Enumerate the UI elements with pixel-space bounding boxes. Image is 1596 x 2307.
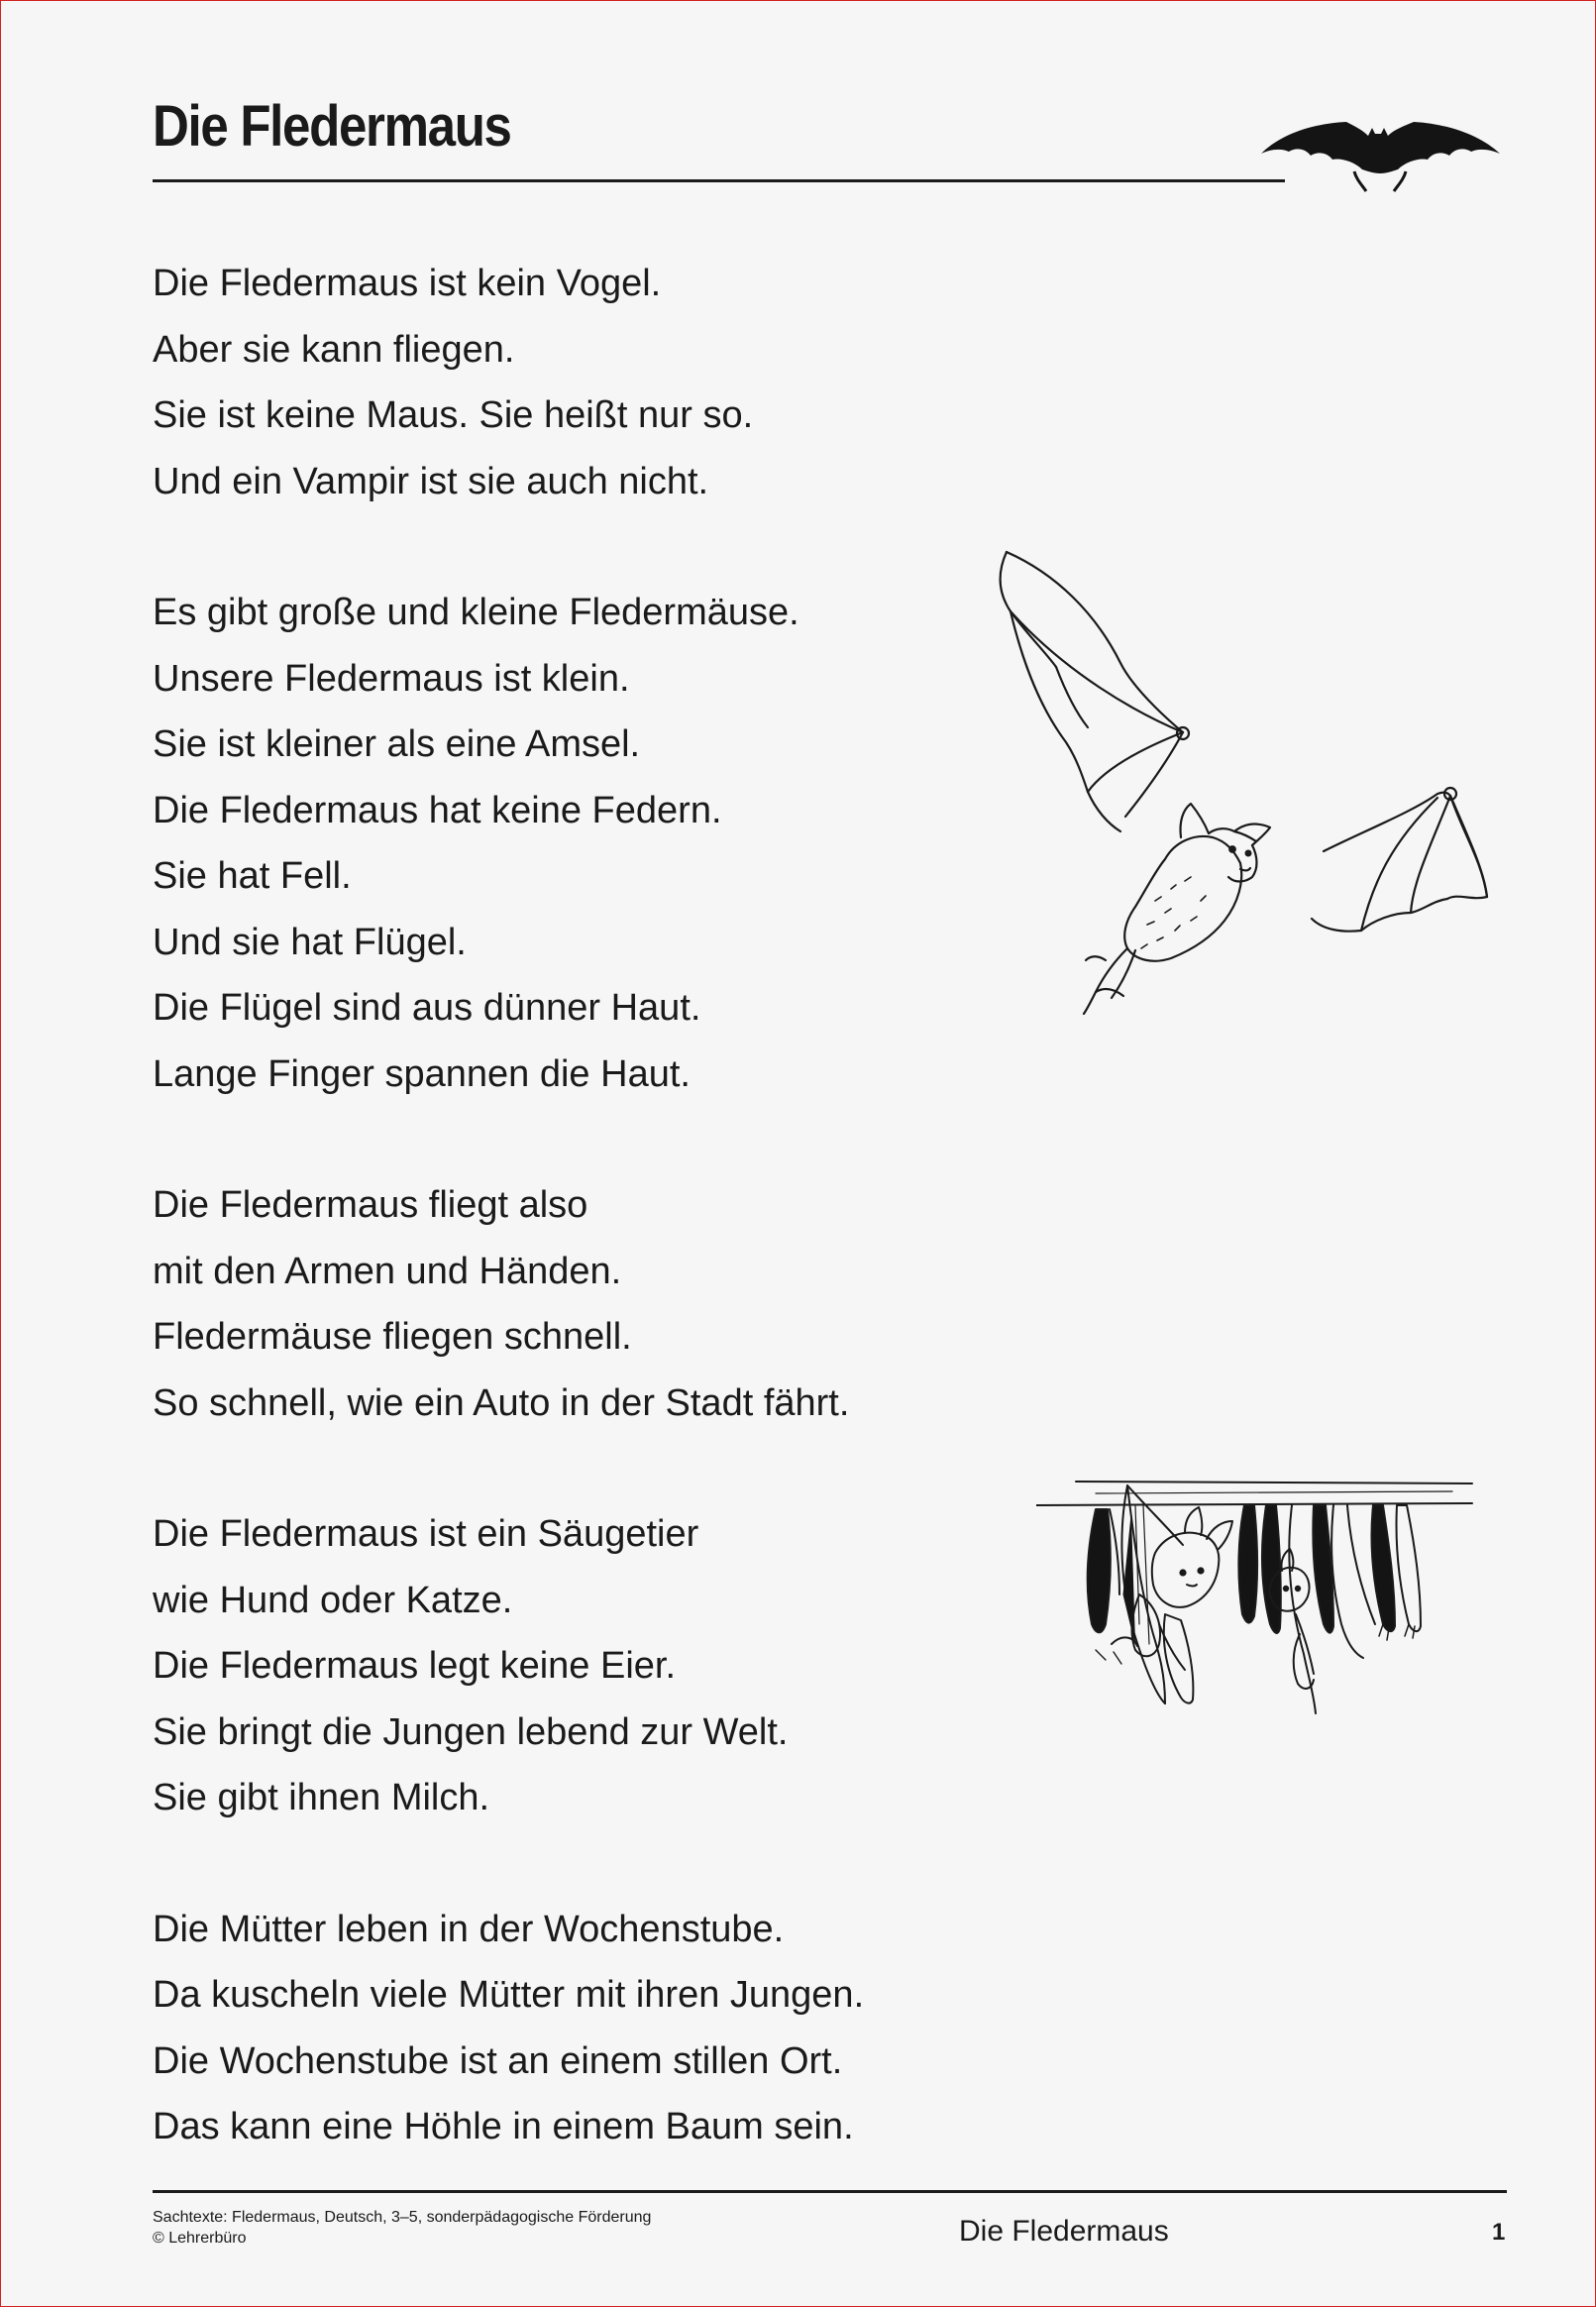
- text-line: Die Fledermaus fliegt also: [153, 1184, 588, 1226]
- text-line: Sie hat Fell.: [153, 855, 352, 897]
- text-line: Die Fledermaus legt keine Eier.: [153, 1645, 677, 1687]
- text-line: Die Fledermaus ist ein Säugetier: [153, 1513, 699, 1555]
- text-line: Die Fledermaus ist kein Vogel.: [153, 263, 662, 304]
- text-line: Sie bringt die Jungen lebend zur Welt.: [153, 1710, 789, 1753]
- paragraph: [153, 1897, 1044, 2160]
- text-line: Sie gibt ihnen Milch.: [153, 1777, 490, 1818]
- text-line: Da kuscheln viele Mütter mit ihren Jungen.: [153, 1974, 865, 2016]
- text-line: Und ein Vampir ist sie auch nicht.: [153, 460, 709, 502]
- footer-divider: [153, 2190, 1507, 2193]
- text-line: Sie ist kleiner als eine Amsel.: [153, 723, 641, 765]
- text-line: Fledermäuse fliegen schnell.: [153, 1316, 632, 1358]
- text-line: Sie ist keine Maus. Sie heißt nur so.: [153, 394, 754, 436]
- text-line: Und sie hat Flügel.: [153, 921, 467, 963]
- text-line: Die Wochenstube ist an einem stillen Ort.: [153, 2039, 843, 2082]
- text-line: Die Flügel sind aus dünner Haut.: [153, 987, 701, 1029]
- article-body: [153, 251, 1044, 2226]
- paragraph: [153, 1501, 1044, 1831]
- text-line: wie Hund oder Katze.: [153, 1579, 513, 1621]
- footer-title: Die Fledermaus: [959, 2215, 1169, 2248]
- paragraph: [153, 1172, 1044, 1436]
- text-line: Es gibt große und kleine Fledermäuse.: [153, 592, 799, 633]
- footer-source: [153, 2207, 651, 2249]
- text-line: Das kann eine Höhle in einem Baum sein.: [153, 2106, 854, 2147]
- bat-silhouette-icon: [1259, 110, 1502, 194]
- paragraph: [153, 580, 1044, 1107]
- text-line: mit den Armen und Händen.: [153, 1250, 622, 1292]
- page-title: Die Fledermaus: [153, 94, 511, 159]
- hanging-bats-illustration: [1036, 1476, 1482, 1723]
- text-line: Die Mütter leben in der Wochenstube.: [153, 1908, 785, 1950]
- page-number: 1: [1492, 2219, 1506, 2246]
- text-line: Die Fledermaus hat keine Federn.: [153, 789, 722, 831]
- paragraph: [153, 251, 1044, 514]
- flying-bat-illustration: [997, 544, 1492, 1015]
- text-line: Aber sie kann fliegen.: [153, 328, 515, 371]
- title-underline: [153, 179, 1285, 182]
- text-line: Lange Finger spannen die Haut.: [153, 1052, 691, 1095]
- text-line: Unsere Fledermaus ist klein.: [153, 657, 630, 700]
- source-line: Sachtexte: Fledermaus, Deutsch, 3–5, sonderpädagogische Förderung: [153, 2209, 652, 2226]
- copyright-line: © Lehrerbüro: [153, 2230, 247, 2247]
- text-line: So schnell, wie ein Auto in der Stadt fährt.: [153, 1381, 850, 1424]
